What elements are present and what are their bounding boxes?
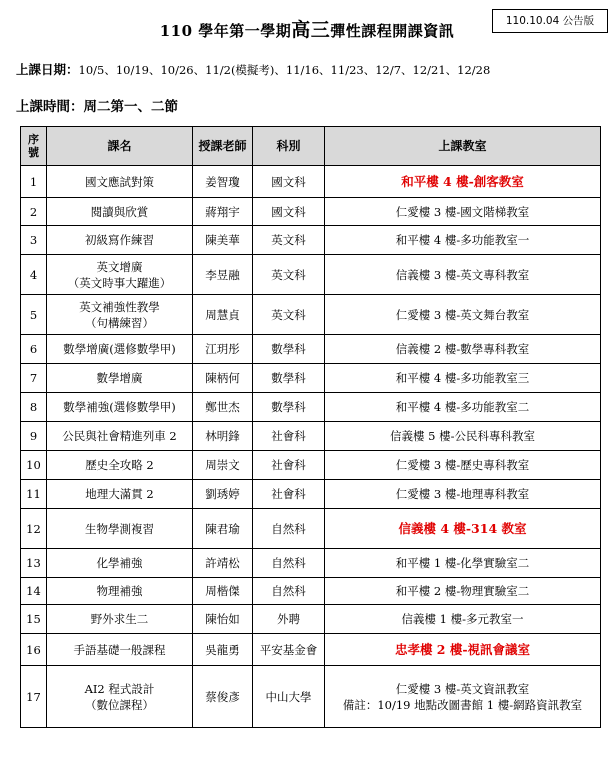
classroom xyxy=(325,422,601,451)
department: 數學科 xyxy=(253,364,325,393)
table-row xyxy=(21,226,601,255)
teacher-name: 蔡俊彥 xyxy=(193,666,253,728)
class-dates-label: 上課日期： xyxy=(16,62,79,77)
classroom-main: 仁愛樓 3 樓-地理專科教室 xyxy=(395,487,530,501)
table-row xyxy=(21,422,601,451)
department: 數學科 xyxy=(253,335,325,364)
table-row xyxy=(21,198,601,226)
header-course: 課名 xyxy=(47,127,193,166)
classroom xyxy=(325,255,601,295)
course-name-main: 英文補強性教學 xyxy=(79,299,160,314)
teacher-name: 林明鋒 xyxy=(193,422,253,451)
row-number: 1 xyxy=(21,166,47,198)
classroom-main: 仁愛樓 3 樓-歷史專科教室 xyxy=(395,458,530,472)
header-teacher: 授課老師 xyxy=(193,127,253,166)
teacher-name: 蔣翔宇 xyxy=(193,198,253,226)
table-row xyxy=(21,364,601,393)
course-name xyxy=(47,451,193,480)
classroom-main: 和平樓 4 樓-創客教室 xyxy=(401,173,524,189)
course-name xyxy=(47,198,193,226)
course-name xyxy=(47,364,193,393)
classroom xyxy=(325,166,601,198)
classroom xyxy=(325,393,601,422)
department: 國文科 xyxy=(253,198,325,226)
classroom-main: 信義樓 3 樓-英文專科教室 xyxy=(395,267,530,282)
classroom-main: 仁愛樓 3 樓-英文資訊教室 xyxy=(395,681,530,696)
announcement-version-box: 110.10.04 公告版 xyxy=(492,9,608,33)
table-row xyxy=(21,393,601,422)
course-name xyxy=(47,549,193,578)
row-number: 12 xyxy=(21,509,47,549)
classroom-main: 仁愛樓 3 樓-英文舞台教室 xyxy=(395,307,530,322)
table-row xyxy=(21,605,601,634)
course-name xyxy=(47,634,193,666)
classroom xyxy=(325,634,601,666)
classroom-main: 忠孝樓 2 樓-視訊會議室 xyxy=(394,641,531,657)
table-row xyxy=(21,255,601,295)
course-name xyxy=(47,605,193,634)
classroom-note: 備註：10/19 地點改圖書館 1 樓-網路資訊教室 xyxy=(342,697,583,712)
classroom xyxy=(325,605,601,634)
table-row xyxy=(21,549,601,578)
department: 社會科 xyxy=(253,480,325,509)
course-name-main: 歷史全攻略 2 xyxy=(85,458,154,472)
row-number: 14 xyxy=(21,578,47,605)
course-name-sub: （英文時事大躍進） xyxy=(67,275,172,290)
teacher-name: 吳龍勇 xyxy=(193,634,253,666)
table-row xyxy=(21,451,601,480)
classroom-main: 和平樓 4 樓-多功能教室二 xyxy=(395,400,530,414)
classroom-main: 和平樓 2 樓-物理實驗室二 xyxy=(395,584,530,598)
classroom-main: 信義樓 5 樓-公民科專科教室 xyxy=(389,429,535,443)
department: 社會科 xyxy=(253,422,325,451)
course-name xyxy=(47,422,193,451)
course-name xyxy=(47,226,193,255)
course-name xyxy=(47,578,193,605)
teacher-name: 江玥彤 xyxy=(193,335,253,364)
row-number: 7 xyxy=(21,364,47,393)
title-suffix: 彈性課程開課資訊 xyxy=(330,22,455,40)
row-number: 11 xyxy=(21,480,47,509)
classroom xyxy=(325,451,601,480)
classroom xyxy=(325,509,601,549)
course-name-sub: （句構練習） xyxy=(85,315,154,330)
classroom-main: 仁愛樓 3 樓-國文階梯教室 xyxy=(395,204,530,219)
table-row xyxy=(21,578,601,605)
teacher-name: 陳柄何 xyxy=(193,364,253,393)
table-row xyxy=(21,634,601,666)
course-table xyxy=(20,126,601,728)
row-number: 13 xyxy=(21,549,47,578)
classroom xyxy=(325,335,601,364)
course-name xyxy=(47,255,193,295)
classroom xyxy=(325,198,601,226)
course-name-main: 英文增廣 xyxy=(96,259,143,274)
teacher-name: 陳怡如 xyxy=(193,605,253,634)
row-number: 2 xyxy=(21,198,47,226)
teacher-name: 姜智瓊 xyxy=(193,166,253,198)
header-department: 科別 xyxy=(253,127,325,166)
department: 自然科 xyxy=(253,578,325,605)
classroom xyxy=(325,364,601,393)
course-name-main: 生物學測複習 xyxy=(85,521,154,536)
course-name xyxy=(47,295,193,335)
department: 數學科 xyxy=(253,393,325,422)
department: 英文科 xyxy=(253,226,325,255)
teacher-name: 許靖松 xyxy=(193,549,253,578)
teacher-name: 周慧貞 xyxy=(193,295,253,335)
row-number: 8 xyxy=(21,393,47,422)
course-name xyxy=(47,166,193,198)
department: 中山大學 xyxy=(253,666,325,728)
department: 英文科 xyxy=(253,295,325,335)
course-name xyxy=(47,393,193,422)
classroom xyxy=(325,226,601,255)
course-name-main: 公民與社會精進列車 2 xyxy=(62,429,177,443)
department: 社會科 xyxy=(253,451,325,480)
course-name-main: 數學增廣(選修數學甲) xyxy=(63,342,176,356)
course-name-main: 地理大滿貫 2 xyxy=(85,487,154,501)
teacher-name: 劉琇婷 xyxy=(193,480,253,509)
classroom-main: 信義樓 2 樓-數學專科教室 xyxy=(395,342,530,356)
class-dates-value: 10/5、10/19、10/26、11/2(模擬考)、11/16、11/23、12/7、12/21、12/28 xyxy=(78,63,491,77)
department: 英文科 xyxy=(253,255,325,295)
row-number: 4 xyxy=(21,255,47,295)
course-name xyxy=(47,480,193,509)
classroom xyxy=(325,578,601,605)
classroom-main: 和平樓 4 樓-多功能教室一 xyxy=(395,233,530,247)
row-number: 5 xyxy=(21,295,47,335)
title-grade: 高三 xyxy=(291,19,331,41)
course-name-sub: （數位課程） xyxy=(85,697,154,712)
course-name-main: 初級寫作練習 xyxy=(85,233,154,247)
department: 外聘 xyxy=(253,605,325,634)
course-name-main: 國文應試對策 xyxy=(85,174,154,189)
class-dates xyxy=(16,60,490,78)
classroom xyxy=(325,666,601,728)
row-number: 10 xyxy=(21,451,47,480)
course-name-main: 數學補強(選修數學甲) xyxy=(63,400,176,414)
course-name-main: 野外求生二 xyxy=(90,612,149,626)
classroom-main: 和平樓 4 樓-多功能教室三 xyxy=(395,371,530,385)
course-name-main: 閱讀與欣賞 xyxy=(90,204,149,219)
row-number: 16 xyxy=(21,634,47,666)
row-number: 9 xyxy=(21,422,47,451)
table-row xyxy=(21,166,601,198)
department: 自然科 xyxy=(253,509,325,549)
table-row xyxy=(21,480,601,509)
course-name xyxy=(47,509,193,549)
classroom-main: 信義樓 4 樓-314 教室 xyxy=(398,520,527,536)
teacher-name: 陳美華 xyxy=(193,226,253,255)
course-name-main: 數學增廣 xyxy=(96,371,143,385)
course-table-body xyxy=(21,166,601,728)
course-name-main: 手語基礎一般課程 xyxy=(73,642,166,657)
header-classroom: 上課教室 xyxy=(325,127,601,166)
row-number: 6 xyxy=(21,335,47,364)
course-name-main: AI2 程式設計 xyxy=(84,681,155,696)
table-header-row xyxy=(21,127,601,166)
row-number: 15 xyxy=(21,605,47,634)
department: 自然科 xyxy=(253,549,325,578)
classroom-main: 信義樓 1 樓-多元教室一 xyxy=(401,612,524,626)
header-number: 序號 xyxy=(21,127,47,166)
teacher-name: 鄭世杰 xyxy=(193,393,253,422)
title-prefix: 110 學年第一學期 xyxy=(159,22,292,40)
course-name-main: 物理補強 xyxy=(96,584,143,598)
table-row xyxy=(21,509,601,549)
department: 國文科 xyxy=(253,166,325,198)
row-number: 17 xyxy=(21,666,47,728)
department: 平安基金會 xyxy=(253,634,325,666)
course-name xyxy=(47,335,193,364)
teacher-name: 周崇文 xyxy=(193,451,253,480)
classroom-main: 和平樓 1 樓-化學實驗室二 xyxy=(395,556,530,570)
row-number: 3 xyxy=(21,226,47,255)
teacher-name: 李昱融 xyxy=(193,255,253,295)
class-time: 上課時間：周二第一、二節 xyxy=(16,99,178,115)
classroom xyxy=(325,295,601,335)
teacher-name: 周楷傑 xyxy=(193,578,253,605)
table-row xyxy=(21,295,601,335)
table-row xyxy=(21,335,601,364)
course-name xyxy=(47,666,193,728)
classroom xyxy=(325,480,601,509)
teacher-name: 陳君瑜 xyxy=(193,509,253,549)
course-name-main: 化學補強 xyxy=(96,556,143,570)
table-row xyxy=(21,666,601,728)
classroom xyxy=(325,549,601,578)
